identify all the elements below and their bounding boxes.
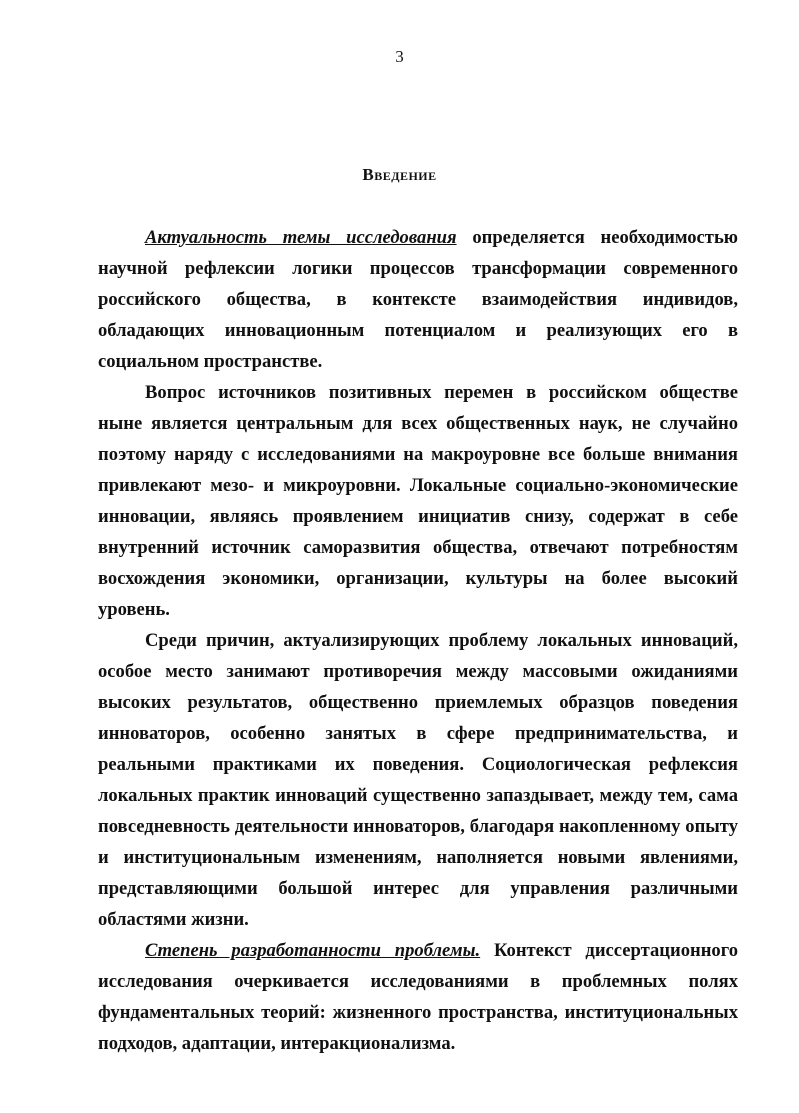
paragraph-development-degree xyxy=(98,935,738,1059)
paragraph-text: определяется необходимостью научной рефлексии логики процессов трансформации современного российского общества, в контексте взаимодействия индивидов, обладающих инновационным потенциалом и реализующих его в социальном пространстве. xyxy=(98,227,738,372)
paragraph-reasons xyxy=(98,625,738,935)
paragraph-text: Среди причин, актуализирующих проблему локальных инноваций, особое место занимают противоречия между массовыми ожиданиями высоких результатов, общественно приемлемых образцов поведения инноваторов, особенно занятых в сфере предпринимательства, и реальными практиками их поведения. Социологическая рефлексия локальных практик инноваций существенно запаздывает, между тем, сама повседневность деятельности инноваторов, благодаря накопленному опыту и институциональным изменениям, наполняется новыми явлениями, представляющими большой интерес для управления различными областями жизни. xyxy=(98,630,738,930)
paragraph-sources xyxy=(98,377,738,625)
page-title: Введение xyxy=(362,165,437,184)
paragraph-relevance xyxy=(98,222,738,377)
relevance-heading: Актуальность темы исследования xyxy=(145,227,457,248)
page-number: 3 xyxy=(395,47,404,66)
paragraph-text: Вопрос источников позитивных перемен в российском обществе ныне является центральным для всех общественных наук, не случайно поэтому наряду с исследованиями на макроуровне все больше внимания привлекают мезо- и микроуровни. Локальные социально-экономические инновации, являясь проявлением инициатив снизу, содержат в себе внутренний источник саморазвития общества, отвечают потребностям восхождения экономики, организации, культуры на более высокий уровень. xyxy=(98,382,738,620)
development-degree-heading: Степень разработанности проблемы. xyxy=(145,940,481,961)
paragraph-text: Контекст диссертационного исследования очеркивается исследованиями в проблемных полях фундаментальных теорий: жизненного пространства, институциональных подходов, адаптации, интеракционализма. xyxy=(98,940,738,1054)
body-text xyxy=(98,222,738,1059)
